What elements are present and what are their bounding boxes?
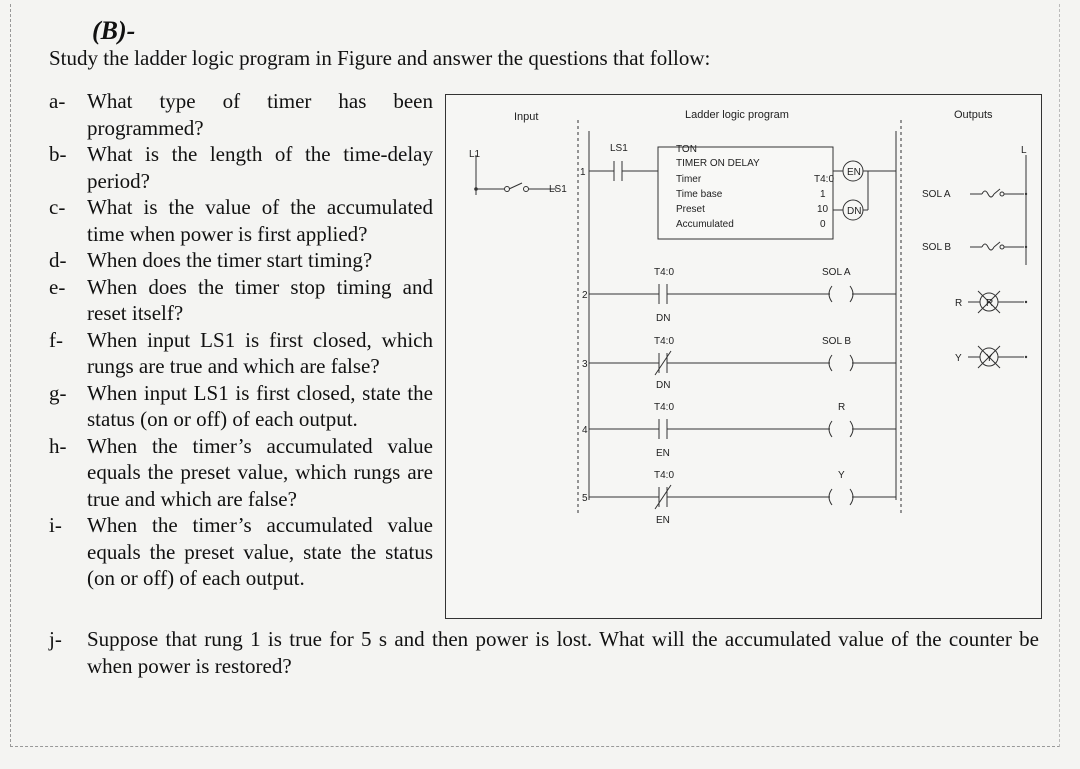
ladder-logic-figure — [445, 94, 1042, 619]
rail-l1-label: L1 — [469, 149, 481, 160]
question-label: e- — [49, 274, 66, 299]
dn-coil-label: DN — [847, 206, 862, 217]
output-lamp-y-label: Y — [955, 353, 962, 364]
question-text: When does the timer start timing? — [87, 248, 373, 272]
question-text: What is the length of the time-delay period? — [87, 142, 433, 193]
rung3-output: SOL B — [822, 336, 852, 347]
question-d — [49, 247, 433, 274]
program-heading: Ladder logic program — [685, 109, 789, 121]
rung1-contact-label: LS1 — [610, 143, 628, 154]
question-e — [49, 274, 433, 327]
question-label: d- — [49, 248, 67, 272]
rung4-output: R — [838, 402, 846, 413]
rung1-number: 1 — [580, 167, 586, 178]
outputs-heading: Outputs — [954, 109, 993, 121]
question-label: a- — [49, 89, 66, 113]
switch-blade — [509, 183, 522, 189]
rung5-address: T4:0 — [654, 470, 675, 481]
en-coil-label: EN — [847, 167, 861, 178]
rung3-bit: DN — [656, 380, 671, 391]
question-text: When input LS1 is first closed, state the status (on or off) of each output. — [87, 380, 433, 431]
lamp-r-letter: R — [986, 298, 994, 309]
question-text: When the timer’s accumulated value equals the preset value, state the status (on or off) of each output. — [87, 513, 433, 590]
question-text: When does the timer stop timing and reset itself? — [87, 274, 433, 325]
question-label: j- — [49, 627, 62, 651]
sol-a-coil-symbol — [982, 191, 994, 197]
rung2-number: 2 — [582, 290, 588, 301]
ladder-diagram — [446, 95, 1041, 618]
rung4-address: T4:0 — [654, 402, 675, 413]
question-text: When the timer’s accumulated value equals the preset value, which rungs are true and which are false? — [87, 433, 433, 511]
ton-row-timer: Timer — [676, 174, 702, 185]
question-list — [49, 88, 433, 592]
question-f — [49, 327, 433, 380]
question-text: When input LS1 is first closed, which rungs are true and which are false? — [87, 327, 433, 378]
ton-val-timebase: 1 — [820, 189, 826, 200]
section-title: (B)- — [92, 16, 136, 45]
question-label: f- — [49, 327, 63, 352]
question-text: What type of timer has been programmed? — [87, 89, 433, 140]
ton-val-preset: 10 — [817, 204, 829, 215]
rung2-output: SOL A — [822, 267, 851, 278]
rung2-address: T4:0 — [654, 267, 675, 278]
rung3-number: 3 — [582, 359, 588, 370]
input-heading: Input — [514, 111, 539, 123]
question-h — [49, 433, 433, 513]
rung5-bit: EN — [656, 515, 670, 526]
lamp-y-letter: Y — [986, 353, 993, 364]
question-i — [49, 512, 433, 592]
rung5-output: Y — [838, 470, 845, 481]
rail-l-label: L — [1021, 145, 1027, 156]
sol-b-coil-symbol — [982, 244, 994, 250]
question-text: What is the value of the accumulated time when power is first applied? — [87, 195, 433, 246]
question-label: c- — [49, 195, 66, 219]
output-lamp-r-label: R — [955, 298, 963, 309]
question-label: i- — [49, 513, 62, 537]
rung4-bit: EN — [656, 448, 670, 459]
question-label: b- — [49, 142, 67, 166]
question-g — [49, 380, 433, 433]
rung5-number: 5 — [582, 493, 588, 504]
question-c — [49, 194, 433, 247]
rung2-bit: DN — [656, 313, 671, 324]
ton-row-accum: Accumulated — [676, 219, 734, 230]
question-label: h- — [49, 433, 67, 458]
ton-val-timer: T4:0 — [814, 174, 835, 185]
ton-row-preset: Preset — [676, 204, 705, 215]
question-b — [49, 141, 433, 194]
output-sol-b-label: SOL B — [922, 242, 952, 253]
rung4-number: 4 — [582, 425, 588, 436]
output-sol-a-label: SOL A — [922, 189, 951, 200]
question-text: Suppose that rung 1 is true for 5 s and then power is lost. What will the accumulated value of the counter be when power is restored? — [87, 627, 1039, 678]
question-a — [49, 88, 433, 141]
ton-title: TON — [676, 144, 697, 155]
intro-text: Study the ladder logic program in Figure and answer the questions that follow: — [49, 46, 711, 70]
question-label: g- — [49, 380, 67, 405]
ton-name: TIMER ON DELAY — [676, 158, 760, 169]
question-j — [49, 626, 1039, 679]
rung3-address: T4:0 — [654, 336, 675, 347]
input-switch-label: LS1 — [549, 184, 567, 195]
ton-val-accum: 0 — [820, 219, 826, 230]
ton-row-timebase: Time base — [676, 189, 723, 200]
